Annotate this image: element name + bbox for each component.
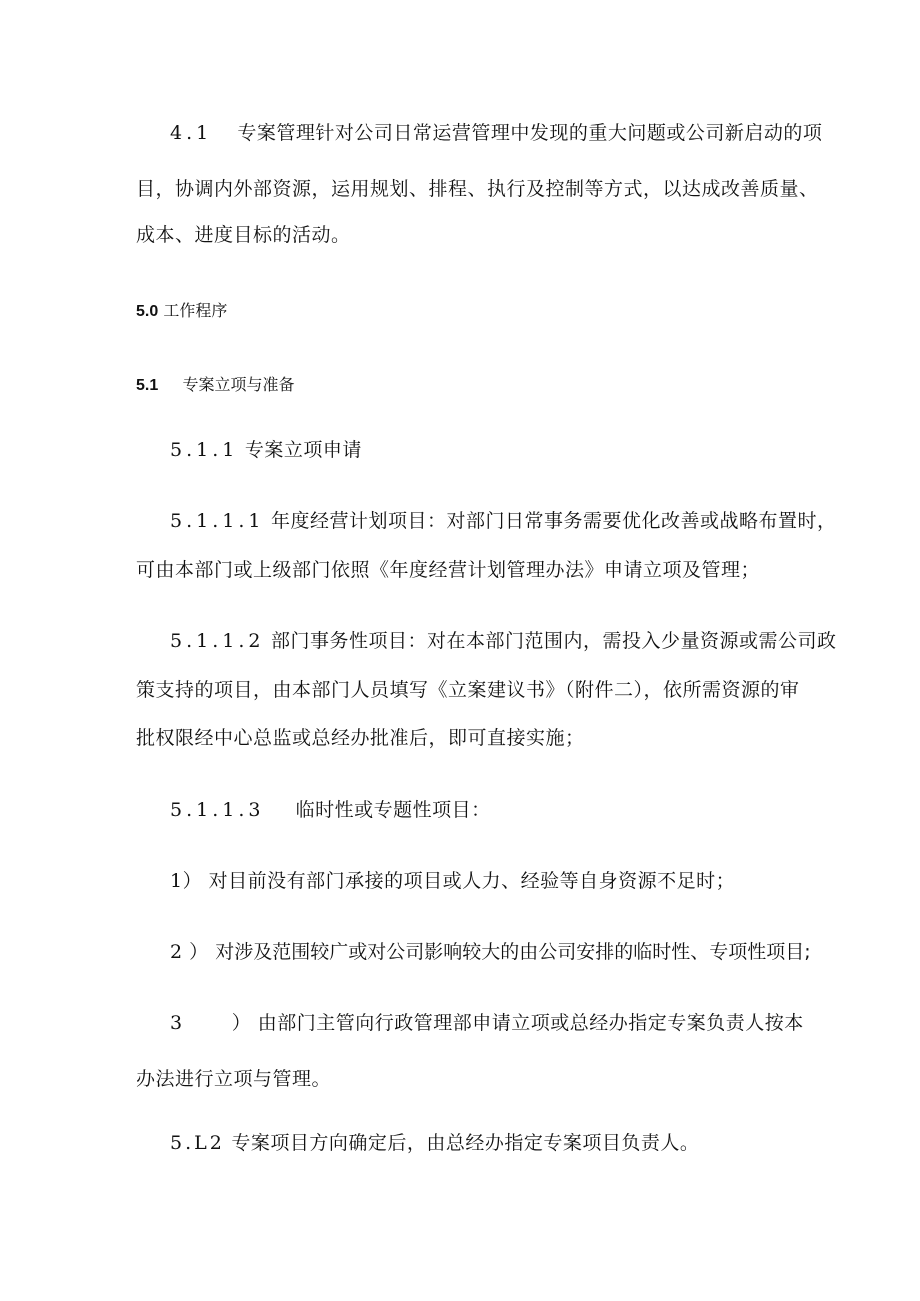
list-item-3-line-2 <box>136 1070 331 1089</box>
section-number: 5.L2 <box>170 1132 225 1154</box>
section-number: 5.1.1.1 <box>170 510 265 532</box>
para-4-1-line-3 <box>136 226 351 245</box>
section-5-1-1-2-line-3 <box>136 729 585 748</box>
heading-number: 5.0 <box>136 303 159 320</box>
list-item-2 <box>170 943 811 962</box>
section-5-1-2 <box>170 1134 699 1153</box>
para-text: 部门事务性项目：对在本部门范围内，需投入少量资源或需公司政 <box>271 630 837 652</box>
section-title: 临时性或专题性项目： <box>295 799 491 821</box>
heading-5-0 <box>136 303 227 320</box>
heading-number: 5.1 <box>136 377 159 394</box>
section-5-1-1-2-line-2 <box>136 681 800 700</box>
section-5-1-1-1-line-2 <box>136 561 760 580</box>
section-number: 4.1 <box>170 122 213 144</box>
section-title: 专案立项申请 <box>244 439 362 461</box>
section-5-1-1-1-line-1 <box>170 512 837 531</box>
list-paren: ） <box>231 1012 252 1034</box>
section-5-1-1 <box>170 441 362 460</box>
para-text: 目，协调内外部资源，运用规划、排程、执行及控制等方式，以达成改善质量、 <box>136 178 819 200</box>
heading-title: 专案立项与准备 <box>182 375 295 394</box>
para-text: 可由本部门或上级部门依照《年度经营计划管理办法》申请立项及管理； <box>136 559 761 581</box>
para-4-1-line-1 <box>170 124 822 143</box>
section-5-1-1-3 <box>170 801 491 820</box>
list-item-3-line-1 <box>170 1014 804 1033</box>
para-text: 策支持的项目，由本部门人员填写《立案建议书》（附件二），依所需资源的审 <box>136 679 800 701</box>
section-number: 5.1.1.3 <box>170 799 265 821</box>
para-4-1-line-2 <box>136 180 819 199</box>
heading-5-1 <box>136 377 294 394</box>
list-text: 由部门主管向行政管理部申请立项或总经办指定专案负责人按本 <box>257 1012 804 1034</box>
para-text: 成本、进度目标的活动。 <box>136 224 351 246</box>
list-text: 办法进行立项与管理。 <box>136 1068 332 1090</box>
para-text: 专案项目方向确定后，由总经办指定专案项目负责人。 <box>231 1132 700 1154</box>
section-number: 5.1.1 <box>170 439 239 461</box>
list-number: 1） <box>170 870 203 892</box>
list-item-1 <box>170 872 735 891</box>
section-number: 5.1.1.2 <box>170 630 265 652</box>
list-number: 3 <box>170 1012 183 1034</box>
heading-title: 工作程序 <box>163 301 228 320</box>
para-text: 年度经营计划项目：对部门日常事务需要优化改善或战略布置时， <box>271 510 837 532</box>
para-text: 批权限经中心总监或总经办批准后，即可直接实施； <box>136 727 585 749</box>
para-text: 专案管理针对公司日常运营管理中发现的重大问题或公司新启动的项 <box>237 122 823 144</box>
list-number: 2 ） <box>170 941 209 963</box>
section-5-1-1-2-line-1 <box>170 632 837 651</box>
list-text: 对目前没有部门承接的项目或人力、经验等自身资源不足时； <box>208 870 736 892</box>
list-text: 对涉及范围较广或对公司影响较大的由公司安排的临时性、专项性项目; <box>215 941 811 963</box>
